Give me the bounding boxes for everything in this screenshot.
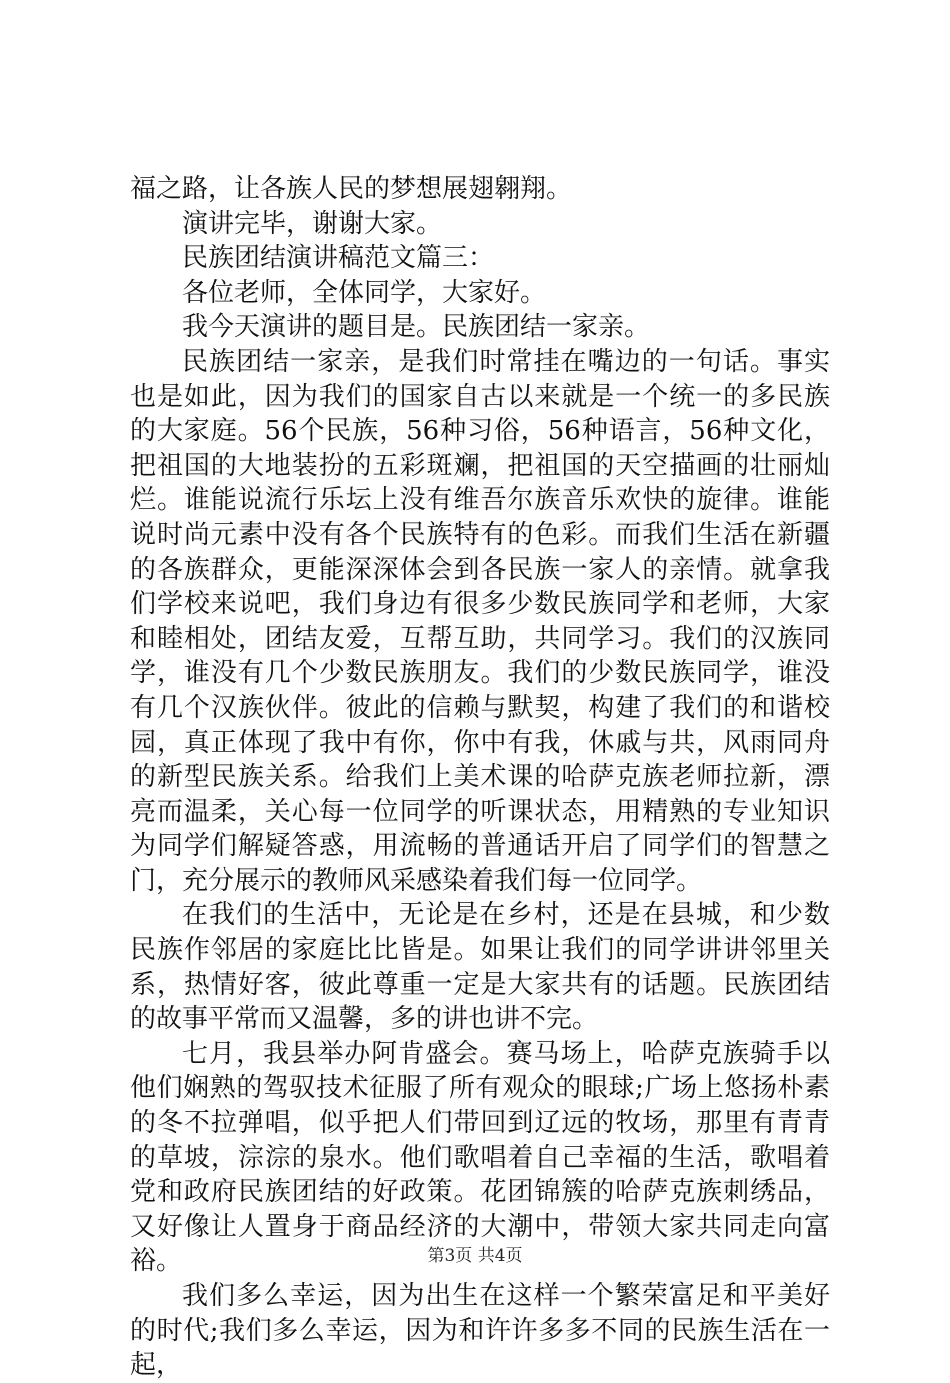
paragraph-topic: 我今天演讲的题目是。民族团结一家亲。 xyxy=(182,312,651,343)
page-footer: 第3页 共4页 xyxy=(427,1246,523,1266)
paragraph-closing: 演讲完毕，谢谢大家。 xyxy=(182,208,443,239)
paragraph-body-4: 我们多么幸运，因为出生在这样一个繁荣富足和平美好的时代;我们多么幸运，因为和许许多多不同的民族生活在一起， xyxy=(130,1281,830,1381)
paragraph-body-2: 在我们的生活中，无论是在乡村，还是在县城，和少数民族作邻居的家庭比比皆是。如果让我们的同学讲讲邻里关系，热情好客，彼此尊重一定是大家共有的话题。民族团结的故事平常而又温馨，多的讲也讲不完。 xyxy=(130,900,830,1035)
paragraph-greeting: 各位老师，全体同学，大家好。 xyxy=(182,277,547,308)
paragraph-continuation: 福之路，让各族人民的梦想展翅翱翔。 xyxy=(130,174,573,204)
paragraph-section-heading: 民族团结演讲稿范文篇三： xyxy=(182,243,495,274)
document-body xyxy=(130,172,830,1383)
paragraph-body-3: 七月，我县举办阿肯盛会。赛马场上，哈萨克族骑手以他们娴熟的驾驭技术征服了所有观众的眼球;广场上悠扬朴素的冬不拉弹唱，似乎把人们带回到辽远的牧场，那里有青青的草坡，淙淙的泉水。他们歌唱着自己幸福的生活，歌唱着党和政府民族团结的好政策。花团锦簇的哈萨克族刺绣品，又好像让人置身于商品经济的大潮中，带领大家共同走向富裕。 xyxy=(130,1038,830,1277)
paragraph-body-1: 民族团结一家亲，是我们时常挂在嘴边的一句话。事实也是如此，因为我们的国家自古以来就是一个统一的多民族的大家庭。56个民族，56种习俗，56种语言，56种文化，把祖国的大地装扮的五彩斑斓，把祖国的天空描画的壮丽灿烂。谁能说流行乐坛上没有维吾尔族音乐欢快的旋律。谁能说时尚元素中没有各个民族特有的色彩。而我们生活在新疆的各族群众，更能深深体会到各民族一家人的亲情。就拿我们学校来说吧，我们身边有很多少数民族同学和老师，大家和睦相处，团结友爱，互帮互助，共同学习。我们的汉族同学，谁没有几个少数民族朋友。我们的少数民族同学，谁没有几个汉族伙伴。彼此的信赖与默契，构建了我们的和谐校园，真正体现了我中有你，你中有我，休戚与共，风雨同舟的新型民族关系。给我们上美术课的哈萨克族老师拉新，漂亮而温柔，关心每一位同学的听课状态，用精熟的专业知识为同学们解疑答惑，用流畅的普通话开启了同学们的智慧之门，充分展示的教师风采感染着我们每一位同学。 xyxy=(130,346,830,896)
